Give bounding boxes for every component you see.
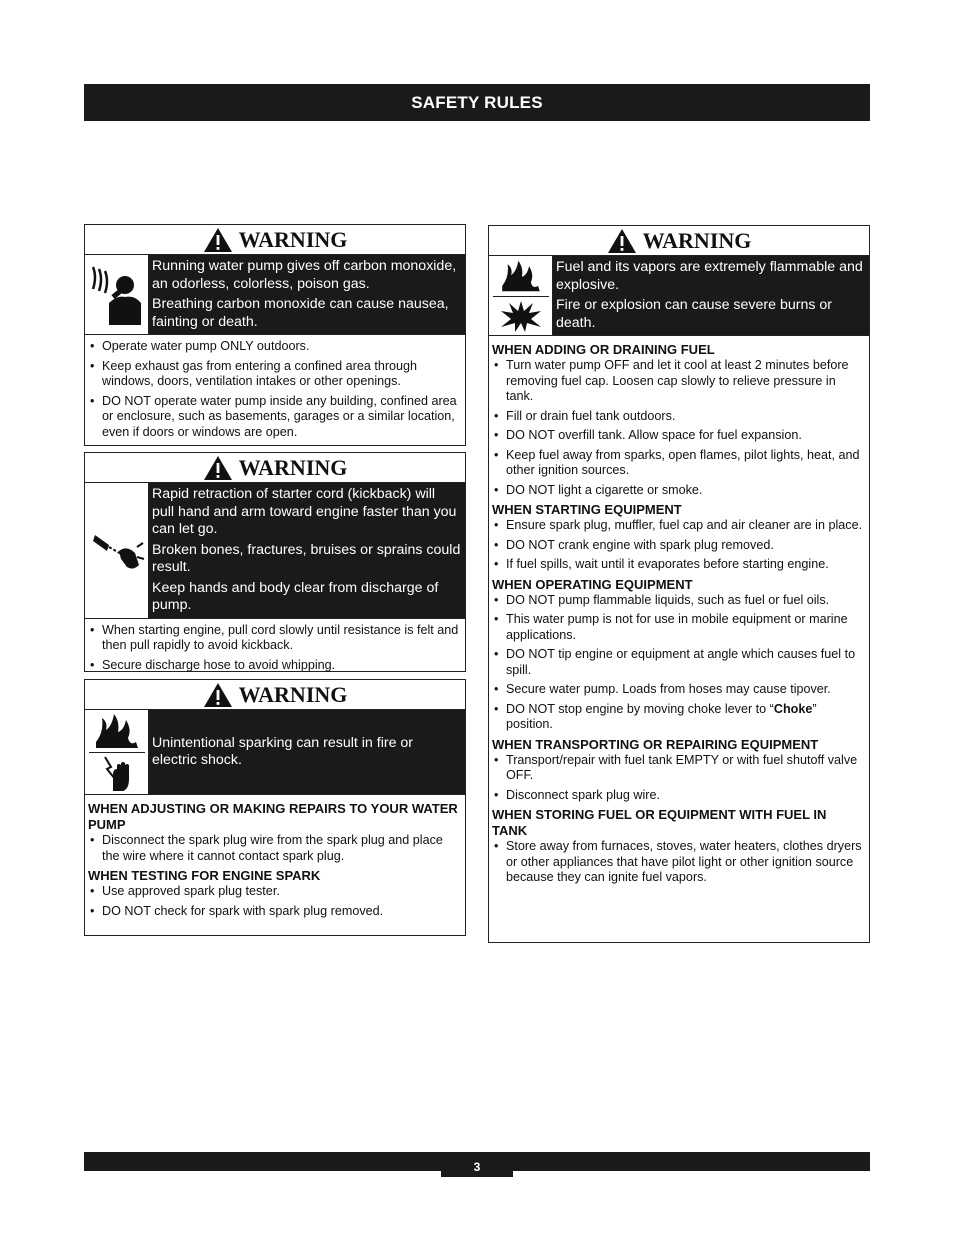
warning-box-sparking [84,679,466,936]
list-item: • DO NOT light a cigarette or smoke. [492,483,865,499]
hazard-message [553,256,869,335]
list-item: • If fuel spills, wait until it evaporates before starting engine. [492,557,865,573]
toxic-fumes-icon [89,257,145,333]
warning-triangle-icon [203,455,233,481]
list-item: • Disconnect the spark plug wire from the spark plug and place the wire where it cannot contact spark plug. [88,833,461,864]
warning-title: WARNING [642,227,752,253]
fire-icon [89,710,145,752]
page-title: SAFETY RULES [411,93,543,112]
choke-text-bold: Choke [773,701,813,716]
list-item: • Disconnect spark plug wire. [492,788,865,804]
list-item: • DO NOT check for spark with spark plug removed. [88,904,461,920]
warning-header [85,453,465,483]
warning-header [489,226,869,256]
list-item: • When starting engine, pull cord slowly until resistance is felt and then pull rapidly to avoid kickback. [88,623,461,654]
explosion-icon [493,296,549,335]
list-item: • DO NOT operate water pump inside any building, confined area or enclosure, such as basements, garages or a similar location, even if doors or windows are open. [88,394,461,441]
list-item: • Use approved spark plug tester. [88,884,461,900]
hazard-icons [85,483,149,618]
warning-title: WARNING [238,226,348,252]
hazard-icons [85,255,149,334]
list-item: • Fill or drain fuel tank outdoors. [492,409,865,425]
section-heading: WHEN TRANSPORTING OR REPAIRING EQUIPMENT [492,736,819,752]
section-heading: WHEN STORING FUEL OR EQUIPMENT WITH FUEL IN TANK [492,807,827,838]
list-item: • Keep exhaust gas from entering a confined area through windows, doors, ventilation intakes or other openings. [88,359,461,390]
warning-box-fuel [488,225,870,943]
list-item: • Secure water pump. Loads from hoses may cause tipover. [492,682,865,698]
list-item: • Store away from furnaces, stoves, water heaters, clothes dryers or other appliances that have pilot light or other ignition source because they can ignite fuel vapors. [492,839,865,886]
hazard-text: Running water pump gives off carbon monoxide, an odorless, colorless, poison gas. [152,258,457,292]
page-number [441,1152,513,1177]
hazard-panel [85,710,465,795]
hazard-text: Broken bones, fractures, bruises or sprains could result. [152,541,461,575]
page-header [84,84,870,121]
list-item: • DO NOT tip engine or equipment at angle which causes fuel to spill. [492,647,865,678]
hazard-text: Rapid retraction of starter cord (kickback) will pull hand and arm toward engine faster than you can let go. [152,486,457,537]
hazard-icons [489,256,553,335]
safety-list [489,336,869,894]
hazard-text: Breathing carbon monoxide can cause nausea, fainting or death. [152,296,449,330]
hazard-panel [489,256,869,336]
list-item-choke [492,702,865,733]
warning-triangle-icon [607,228,637,254]
section-heading: WHEN TESTING FOR ENGINE SPARK [88,868,321,883]
safety-list [85,619,465,682]
section-heading: WHEN ADJUSTING OR MAKING REPAIRS TO YOUR WATER PUMP [88,801,458,832]
list-item: • Secure discharge hose to avoid whipping. [88,658,461,674]
warning-box-carbon-monoxide [84,224,466,446]
choke-text-suffix: ” position. [506,701,817,731]
hazard-text: Keep hands and body clear from discharge of pump. [152,579,439,613]
hazard-text: Fire or explosion can cause severe burns or death. [556,297,833,331]
electric-shock-icon [89,752,145,794]
warning-title: WARNING [238,454,348,480]
hazard-text: Fuel and its vapors are extremely flammable and explosive. [556,259,863,293]
list-item: • This water pump is not for use in mobile equipment or marine applications. [492,612,865,643]
safety-list [85,335,465,448]
section-heading: WHEN STARTING EQUIPMENT [492,502,682,517]
hazard-text: Unintentional sparking can result in fire or electric shock. [152,734,414,768]
hazard-message [149,710,465,794]
hazard-message [149,255,465,334]
hazard-icons [85,710,149,794]
kickback-hand-icon [89,490,145,610]
fire-icon [493,257,549,296]
list-item: • Ensure spark plug, muffler, fuel cap and air cleaner are in place. [492,518,865,534]
list-item: • DO NOT pump flammable liquids, such as fuel or fuel oils. [492,593,865,609]
hazard-panel [85,483,465,619]
warning-title: WARNING [238,681,348,707]
choke-text-prefix: DO NOT stop engine by moving choke lever to “ [506,701,774,716]
list-item: • Turn water pump OFF and let it cool at least 2 minutes before removing fuel cap. Loosen cap slowly to relieve pressure in tank. [492,358,865,405]
list-item: • DO NOT crank engine with spark plug removed. [492,538,865,554]
page-number-text: 3 [473,1160,481,1174]
warning-triangle-icon [203,227,233,253]
safety-list [85,795,465,927]
list-item: • DO NOT overfill tank. Allow space for fuel expansion. [492,428,865,444]
section-heading: WHEN OPERATING EQUIPMENT [492,576,693,592]
section-heading: WHEN ADDING OR DRAINING FUEL [492,342,715,357]
hazard-panel [85,255,465,335]
list-item: • Keep fuel away from sparks, open flames, pilot lights, heat, and other ignition sources. [492,448,865,479]
warning-box-kickback [84,452,466,672]
hazard-message [149,483,465,618]
warning-header [85,225,465,255]
list-item: • Transport/repair with fuel tank EMPTY or with fuel shutoff valve OFF. [492,753,865,784]
list-item: • Operate water pump ONLY outdoors. [88,339,461,355]
warning-header [85,680,465,710]
warning-triangle-icon [203,682,233,708]
